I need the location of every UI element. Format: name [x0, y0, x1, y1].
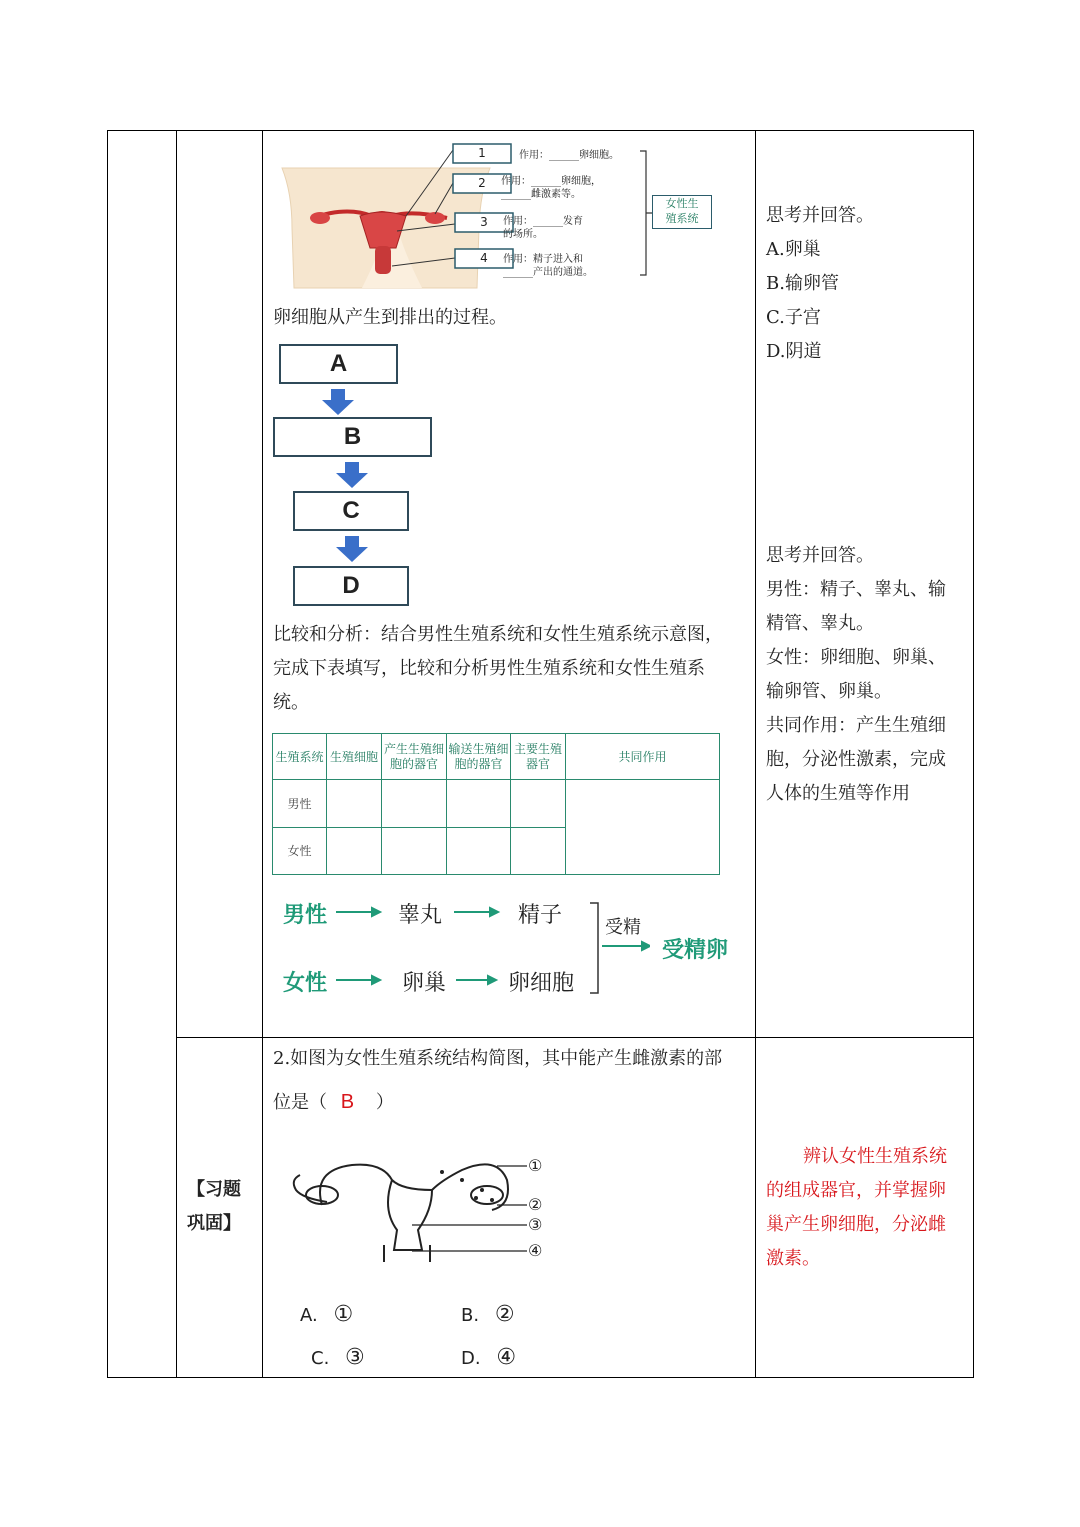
fert-arrows: [330, 900, 650, 1000]
right3-line: 辨认女性生殖系统: [803, 1146, 947, 1167]
cmp-header-common: 共同作用: [566, 734, 720, 780]
marker-1: ①: [528, 1156, 543, 1175]
option-b[interactable]: [461, 1302, 515, 1327]
flow-arrow-3: [334, 536, 370, 562]
table-col-line-0: [107, 130, 108, 1378]
fert-female: 女性: [283, 970, 328, 996]
figure-note-4b: ______产出的通道。: [503, 267, 593, 278]
cmp-cell[interactable]: [447, 780, 511, 827]
question-line-2-suffix: ）: [375, 1092, 394, 1113]
table-bottom-border: [107, 1377, 974, 1378]
question-line-1: 2.如图为女性生殖系统结构简图，其中能产生雌激素的部: [273, 1048, 723, 1069]
cmp-row-female-label: 女性: [273, 827, 327, 874]
anatomy-figure: [272, 138, 699, 293]
cmp-cell[interactable]: [327, 827, 382, 874]
right3-line: 激素。: [766, 1248, 820, 1269]
right3-line: 的组成器官，并掌握卵: [766, 1180, 946, 1201]
right2-line: 女性：卵细胞、卵巢、: [766, 647, 946, 668]
fert-sperm: 精子: [518, 903, 563, 928]
table-row-divider: [176, 1037, 974, 1038]
right1-option-a: A.卵巢: [766, 239, 821, 260]
marker-2: ②: [528, 1195, 543, 1214]
section-label-2: 巩固】: [187, 1213, 241, 1234]
figure-note-3b: 的场所。: [503, 229, 543, 240]
uterus-figure: [282, 1150, 552, 1270]
flow-box-c: C: [293, 491, 409, 531]
option-a-value: ①: [333, 1302, 354, 1327]
cmp-cell[interactable]: [511, 827, 566, 874]
cmp-header-producing-organ: [382, 734, 447, 780]
option-d[interactable]: [461, 1345, 516, 1370]
cmp-row-male-label: 男性: [273, 780, 327, 827]
option-b-letter: B.: [461, 1305, 480, 1326]
cmp-header-producing-organ-a: 产生生殖细: [383, 741, 444, 756]
cmp-cell-common[interactable]: [566, 780, 720, 875]
flow-box-b: B: [273, 417, 432, 457]
process-caption: 卵细胞从产生到排出的过程。: [273, 307, 507, 328]
table-top-border: [107, 130, 974, 131]
compare-text-line-2: 完成下表填写，比较和分析男性生殖系统和女性生殖系: [273, 658, 705, 679]
cmp-header-cell: 生殖细胞: [327, 734, 382, 780]
figure-box-3-label: 3: [480, 215, 488, 229]
figure-note-3a: 作用：______发育: [503, 216, 583, 227]
right2-line: 人体的生殖等作用: [766, 783, 910, 804]
right3-line: 巢产生卵细胞，分泌雌: [766, 1214, 946, 1235]
figure-system-label: [652, 195, 712, 229]
figure-system-label-b: 殖系统: [665, 212, 699, 225]
fert-ovary: 卵巢: [402, 971, 447, 996]
right2-line: 精管、睾丸。: [766, 613, 874, 634]
cmp-header-system: 生殖系统: [273, 734, 327, 780]
cmp-cell[interactable]: [327, 780, 382, 827]
comparison-table: [272, 733, 720, 875]
figure-box-2-label: 2: [478, 176, 486, 190]
cmp-header-transport-organ: [447, 734, 511, 780]
compare-text-line-1: 比较和分析：结合男性生殖系统和女性生殖系统示意图，: [273, 624, 723, 645]
cmp-header-transport-organ-a: 输送生殖细: [448, 741, 509, 756]
fert-male: 男性: [283, 902, 328, 928]
option-d-letter: D.: [461, 1348, 481, 1369]
option-d-value: ④: [496, 1345, 517, 1370]
right2-line: 胞，分泌性激素，完成: [766, 749, 946, 770]
table-col-line-3: [755, 130, 756, 1378]
figure-note-2b: ______雌激素等。: [501, 189, 581, 200]
option-c-value: ③: [345, 1345, 365, 1370]
figure-note-1: 作用：______卵细胞。: [519, 150, 619, 161]
fert-testis: 睾丸: [398, 903, 443, 928]
figure-system-label-a: 女性生: [665, 197, 699, 210]
right2-line: 共同作用：产生生殖细: [766, 715, 946, 736]
right2-line: 输卵管、卵巢。: [766, 681, 892, 702]
right2-line: 男性：精子、睾丸、输: [766, 579, 946, 600]
right1-option-c: C.子宫: [766, 307, 821, 328]
table-col-line-4: [973, 130, 974, 1378]
cmp-header-main-organ-b: 器官: [525, 756, 550, 771]
option-a-letter: A.: [300, 1305, 318, 1326]
cmp-header-main-organ-a: 主要生殖: [513, 741, 562, 756]
figure-note-4a: 作用：精子进入和: [503, 254, 583, 265]
figure-note-2a: 作用：______卵细胞，: [501, 176, 601, 187]
cmp-cell[interactable]: [382, 780, 447, 827]
marker-3: ③: [528, 1215, 543, 1234]
right1-option-d: D.阴道: [766, 341, 822, 362]
right2-title: 思考并回答。: [766, 545, 874, 566]
right1-option-b: B.输卵管: [766, 273, 839, 294]
cmp-header-main-organ: [511, 734, 566, 780]
flow-box-a: A: [279, 344, 398, 384]
fert-label: 受精: [605, 917, 641, 938]
option-b-value: ②: [494, 1302, 515, 1327]
table-col-line-1: [176, 130, 177, 1378]
cmp-cell[interactable]: [382, 827, 447, 874]
question-answer: B: [340, 1091, 355, 1113]
option-c[interactable]: [311, 1345, 365, 1370]
question-line-2-prefix: 位是（: [273, 1092, 327, 1113]
section-label-1: 【习题: [187, 1179, 241, 1200]
cmp-cell[interactable]: [511, 780, 566, 827]
fert-egg: 卵细胞: [508, 971, 575, 996]
right1-title: 思考并回答。: [766, 205, 874, 226]
flow-arrow-1: [320, 389, 356, 415]
option-a[interactable]: [300, 1302, 353, 1327]
cmp-header-producing-organ-b: 胞的器官: [389, 756, 438, 771]
flow-arrow-2: [334, 462, 370, 488]
cmp-header-transport-organ-b: 胞的器官: [454, 756, 503, 771]
table-col-line-2: [262, 130, 263, 1378]
flow-box-d: D: [293, 566, 409, 606]
marker-4: ④: [528, 1241, 543, 1260]
compare-text-line-3: 统。: [273, 692, 309, 713]
option-c-letter: C.: [311, 1348, 330, 1369]
fert-zygote: 受精卵: [662, 937, 729, 963]
uterus-illustration: [282, 1150, 552, 1270]
figure-box-4-label: 4: [480, 251, 488, 265]
question-line-2: [273, 1085, 394, 1120]
cmp-cell[interactable]: [447, 827, 511, 874]
figure-box-1-label: 1: [478, 146, 486, 160]
